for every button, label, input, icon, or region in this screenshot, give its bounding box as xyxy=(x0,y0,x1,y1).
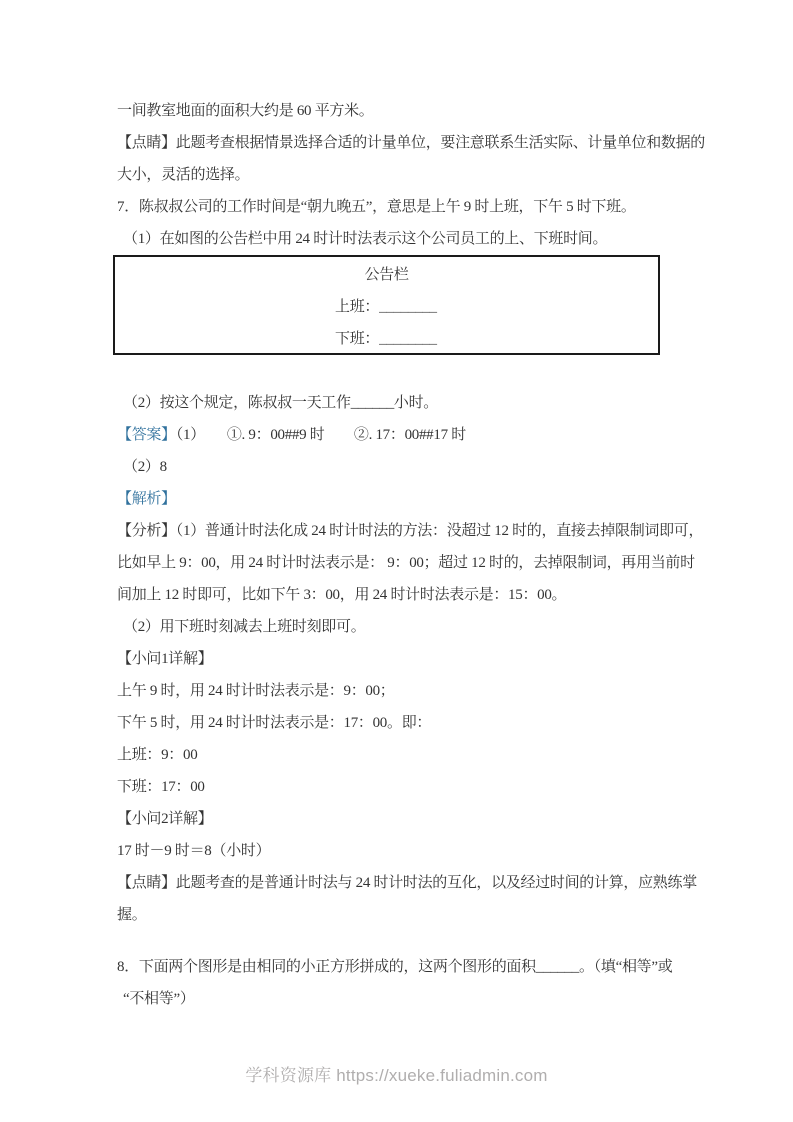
q7-answer-part2: （2）8 xyxy=(123,459,167,475)
q7-part1: （1）在如图的公告栏中用 24 时计时法表示这个公司员工的上、下班时间。 xyxy=(123,231,608,247)
notice-board-title: 公告栏 xyxy=(364,267,409,283)
shift-start-blank: ________ xyxy=(379,299,437,315)
detail1-line-3: 上班：9：00 xyxy=(117,747,198,763)
detail2-line-1: 17 时－9 时＝8（小时） xyxy=(117,843,271,859)
detail1-line-2: 下午 5 时，用 24 时计时法表示是：17：00。即： xyxy=(117,715,432,731)
notice-board-end-row xyxy=(115,323,658,355)
q8-line-1: 8．下面两个图形是由相同的小正方形拼成的，这两个图形的面积______。（填“相等”或 xyxy=(117,959,673,975)
shift-end-label: 下班： xyxy=(335,331,380,347)
detail1-line-4: 下班：17：00 xyxy=(117,779,205,795)
detail1-heading: 【小问1详解】 xyxy=(117,651,213,667)
q7-note-line-2: 握。 xyxy=(117,907,147,923)
q6-answer-line: 一间教室地面的面积大约是 60 平方米。 xyxy=(117,103,374,119)
analysis-line-1: 【分析】（1）普通计时法化成 24 时计时法的方法：没超过 12 时的，直接去掉限制词即可， xyxy=(117,523,704,539)
q7-note-line-1: 【点睛】此题考查的是普通计时法与 24 时计时法的互化，以及经过时间的计算，应熟练掌 xyxy=(117,875,697,891)
footer-watermark: 学科资源库 https://xueke.fuliadmin.com xyxy=(245,1066,548,1085)
shift-start-label: 上班： xyxy=(335,299,380,315)
q8-line-2: “不相等”） xyxy=(123,991,195,1007)
q7-stem: 7．陈叔叔公司的工作时间是“朝九晚五”，意思是上午 9 时上班，下午 5 时下班。 xyxy=(117,199,636,215)
q6-note-line-1: 【点睛】此题考查根据情景选择合适的计量单位，要注意联系生活实际、计量单位和数据的 xyxy=(117,135,706,151)
answer-part1-text: （1） ①. 9：00##9 时 ②. 17：00##17 时 xyxy=(175,427,466,443)
q7-answer-line xyxy=(117,419,679,451)
answer-label: 【答案】 xyxy=(117,427,176,443)
analysis-label: 【解析】 xyxy=(117,491,176,507)
analysis-line-4: （2）用下班时刻减去上班时刻即可。 xyxy=(123,619,366,635)
section-gap xyxy=(117,931,679,951)
shift-end-blank: ________ xyxy=(379,331,437,347)
analysis-heading xyxy=(117,483,679,515)
detail2-heading: 【小问2详解】 xyxy=(117,811,213,827)
document-content xyxy=(117,95,706,1015)
detail1-line-1: 上午 9 时，用 24 时计时法表示是：9：00； xyxy=(117,683,395,699)
analysis-line-2: 比如早上 9：00，用 24 时计时法表示是： 9：00；超过 12 时的，去掉限制词，再用当前时 xyxy=(117,555,695,571)
q6-note-line-2: 大小，灵活的选择。 xyxy=(117,167,250,183)
analysis-line-3: 间加上 12 时即可，比如下午 3：00，用 24 时计时法表示是：15：00。 xyxy=(117,587,567,603)
q7-part2: （2）按这个规定，陈叔叔一天工作______小时。 xyxy=(123,395,439,411)
notice-board-start-row xyxy=(115,291,658,323)
notice-board xyxy=(113,255,660,355)
